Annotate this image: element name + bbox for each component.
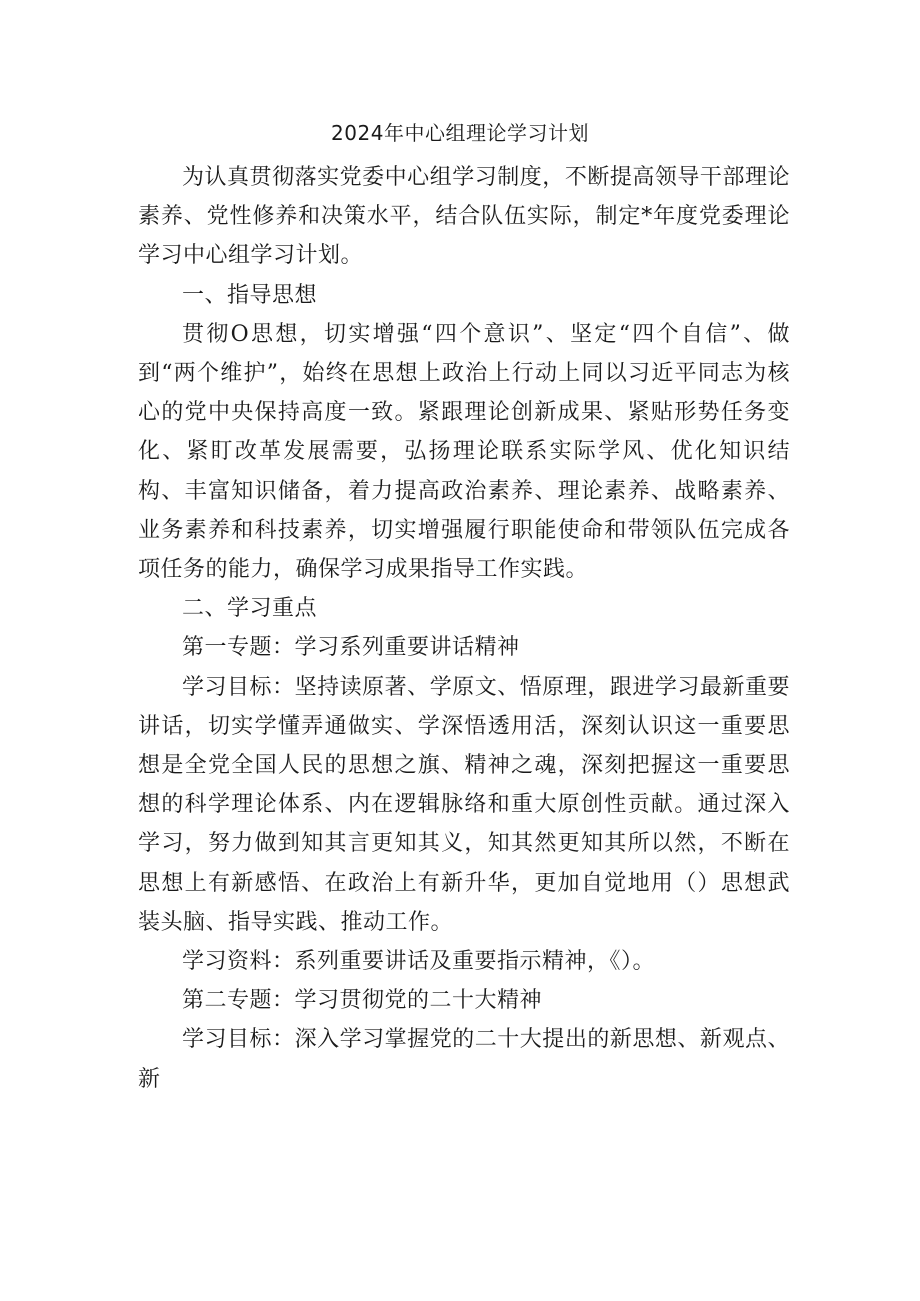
- section-heading-study-focus: 二、学习重点: [182, 596, 318, 622]
- guiding-ideology-paragraph: 贯彻O思想，切实增强“四个意识”、坚定“四个自信”、做到“两个维护”，始终在思想上政治上行动上同以习近平同志为核心的党中央保持高度一致。紧跟理论创新成果、紧贴形势任务变化、紧盯改革发展需要，弘扬理论联系实际学风、优化知识结构、丰富知识储备，着力提高政治素养、理论素养、战略素养、业务素养和科技素养，切实增强履行职能使命和带领队伍完成各项任务的能力，确保学习成果指导工作实践。: [138, 321, 790, 583]
- topic-one-heading: 第一专题：学习系列重要讲话精神: [182, 635, 520, 661]
- topic-two-goal-paragraph: 学习目标：深入学习掌握党的二十大提出的新思想、新观点、新: [138, 1027, 790, 1092]
- topic-one-goal-paragraph: 学习目标：坚持读原著、学原文、悟原理，跟进学习最新重要讲话，切实学懂弄通做实、学深悟透用活，深刻认识这一重要思想是全党全国人民的思想之旗、精神之魂，深刻把握这一重要思想的科学理论体系、内在逻辑脉络和重大原创性贡献。通过深入学习，努力做到知其言更知其义，知其然更知其所以然，不断在思想上有新感悟、在政治上有新升华，更加自觉地用（）思想武装头脑、指导实践、推动工作。: [138, 674, 790, 935]
- topic-one-materials-paragraph: 学习资料：系列重要讲话及重要指示精神，《）。: [182, 949, 656, 975]
- document-body: [138, 158, 790, 1099]
- intro-paragraph: 为认真贯彻落实党委中心组学习制度，不断提高领导干部理论素养、党性修养和决策水平，结合队伍实际，制定*年度党委理论学习中心组学习计划。: [138, 165, 790, 269]
- section-heading-guiding-ideology: 一、指导思想: [182, 282, 318, 308]
- document-title: 2024年中心组理论学习计划: [331, 121, 589, 145]
- topic-two-heading: 第二专题：学习贯彻党的二十大精神: [182, 988, 543, 1014]
